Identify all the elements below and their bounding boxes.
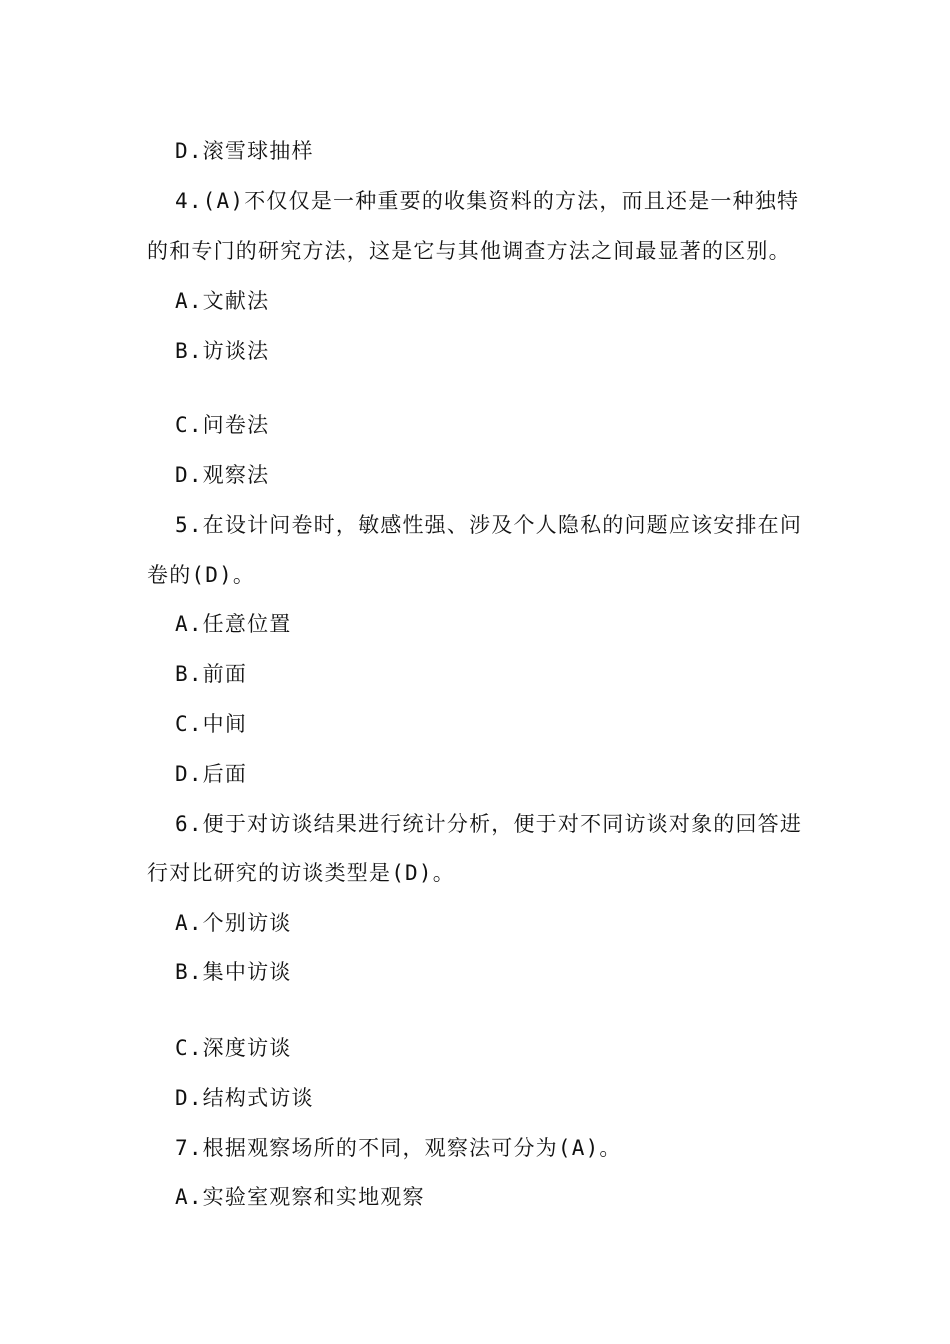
option-line: D.观察法: [175, 463, 270, 487]
question-line-continued: 行对比研究的访谈类型是(D)。: [147, 861, 455, 885]
question-line: 7.根据观察场所的不同，观察法可分为(A)。: [175, 1136, 622, 1160]
option-line: A.个别访谈: [175, 911, 292, 935]
option-line: B.集中访谈: [175, 960, 292, 984]
question-line: 5.在设计问卷时，敏感性强、涉及个人隐私的问题应该安排在问: [175, 513, 803, 537]
option-line: A.文献法: [175, 289, 270, 313]
option-line: C.中间: [175, 712, 248, 736]
option-line: D.后面: [175, 762, 248, 786]
option-line: A.实验室观察和实地观察: [175, 1185, 425, 1209]
question-line: 6.便于对访谈结果进行统计分析，便于对不同访谈对象的回答进: [175, 812, 803, 836]
option-line: C.问卷法: [175, 413, 270, 437]
option-line: B.访谈法: [175, 339, 270, 363]
option-line: B.前面: [175, 662, 248, 686]
question-line: 4.(A)不仅仅是一种重要的收集资料的方法，而且还是一种独特: [175, 189, 800, 213]
option-line: D.滚雪球抽样: [175, 139, 314, 163]
option-line: D.结构式访谈: [175, 1086, 314, 1110]
option-line: C.深度访谈: [175, 1036, 292, 1060]
question-line-continued: 的和专门的研究方法，这是它与其他调查方法之间最显著的区别。: [147, 239, 791, 263]
option-line: A.任意位置: [175, 612, 292, 636]
question-line-continued: 卷的(D)。: [147, 563, 256, 587]
